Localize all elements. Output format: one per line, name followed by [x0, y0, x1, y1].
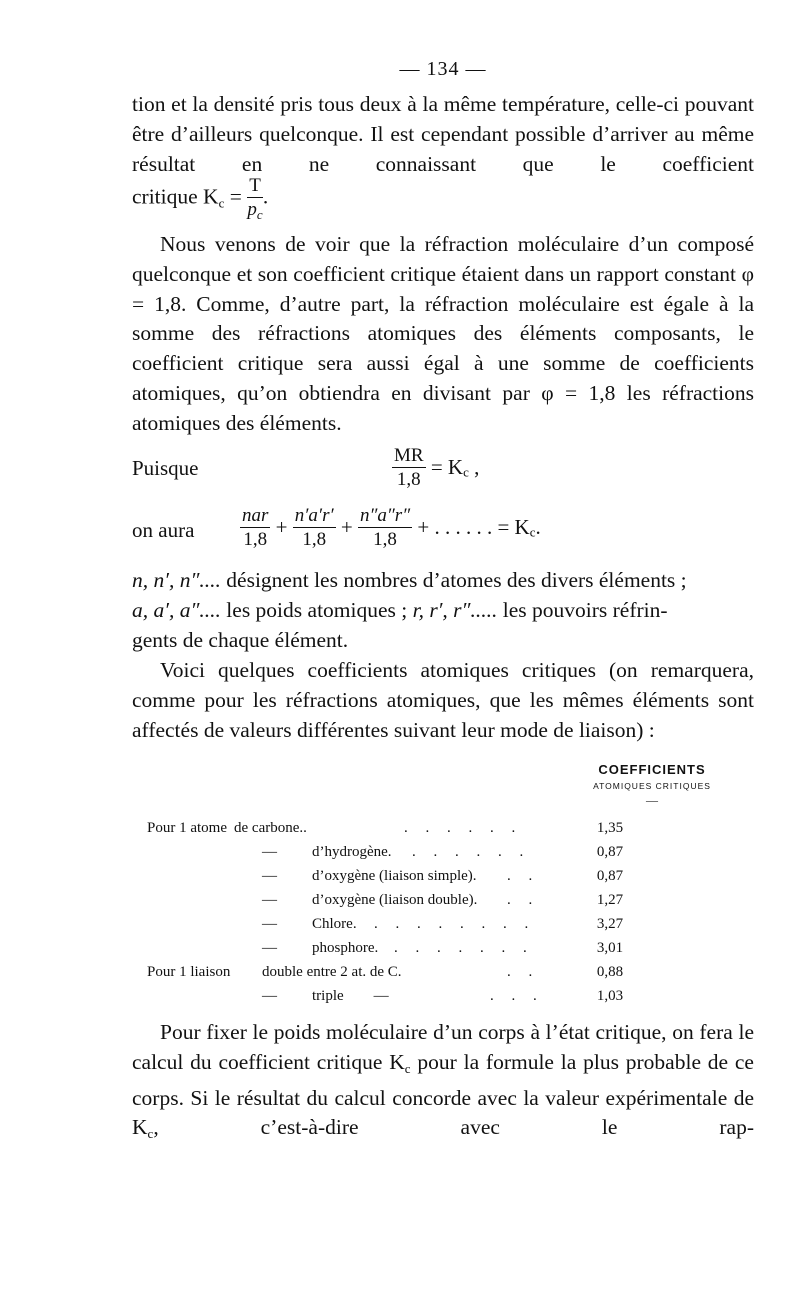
table-row: — d’oxygène (liaison simple). . . 0,87: [262, 868, 624, 884]
table-row: — triple — . . . 1,03: [262, 988, 624, 1004]
table-row: Pour 1 atome de carbone.. . . . . . . 1,35: [147, 820, 624, 836]
table-row: — d’oxygène (liaison double). . . 1,27: [262, 892, 624, 908]
table-row: — d’hydrogène. . . . . . . 0,87: [262, 844, 624, 860]
period: .: [262, 184, 269, 209]
formula-label: Puisque: [132, 456, 199, 480]
fraction-mr-over-1-8: $\frac{MR}{1,8}$: [394, 445, 424, 490]
paragraph-3-line-1: n, n′, n″.... désignent les nombres d’atomes des divers éléments ;: [132, 568, 687, 592]
table-row: Pour 1 liaison double entre 2 at. de C. . . 0,88: [147, 964, 624, 980]
critical-coefficient-text: critique K: [132, 184, 219, 209]
table-column-header: COEFFICIENTS ATOMIQUES CRITIQUES —: [593, 762, 711, 807]
paragraph-3-line-2: a, a′, a″.... les poids atomiques ; r, r′, r″..... les pouvoirs réfrin-: [132, 598, 668, 622]
paragraph-2: Nous venons de voir que la réfraction moléculaire d’un composé quelconque et son coefficient critique étaient dans un rapport constant φ = 1,8. Comme, d’autre part, la réfraction moléculaire est égale à la somme des réfractions atomiques des éléments composants, le coefficient critique sera aussi égal à une somme de coefficients atomiques, qu’on obtiendra en divisant par φ = 1,8 les réfractions atomiques des éléments.: [132, 232, 754, 435]
fraction-term-2: $\frac{n'a'r'}{1,8}$: [294, 505, 334, 550]
fraction-term-3: $\frac{n''a''r''}{1,8}$: [359, 505, 411, 550]
fraction-denominator: $p_c$: [247, 199, 263, 222]
paragraph-1-last-line: [132, 176, 754, 221]
formula-on-aura: on aura $\frac{\text{nar}}{1,8}$ + $\frac{n'a'r'}{1,8}$ + $\frac{n''a''r''}{1,8}$ + . . . . . . = $K_c$.: [132, 505, 541, 550]
paragraph-5: Pour fixer le poids moléculaire d’un corps à l’état critique, on fera le calcul du coefficient critique $K_c$ pour la formule la plus probable de ce corps. Si le résultat du calcul concorde avec la valeur expérimentale de $K_c$, c’est-à-dire avec le rap-: [132, 1020, 754, 1142]
equals-sign: =: [224, 184, 248, 209]
fraction-numerator: T: [249, 175, 261, 196]
paragraph-1: tion et la densité pris tous deux à la même température, celle-ci pouvant être d’ailleurs quelconque. Il est cependant possible d’arriver au même résultat en ne connaissant que le coefficient: [132, 92, 754, 176]
paragraph-3-line-3: gents de chaque élément.: [132, 628, 349, 652]
formula-puisque: Puisque $\frac{MR}{1,8}$ = $K_c$ ,: [132, 445, 480, 490]
subscript-c: c: [218, 195, 225, 211]
fraction-t-over-pc: [247, 176, 263, 221]
page-number: — 134 —: [399, 58, 487, 80]
table-row: — phosphore. . . . . . . . 3,01: [262, 940, 624, 956]
formula-label: on aura: [132, 518, 195, 542]
fraction-term-1: $\frac{\text{nar}}{1,8}$: [242, 505, 269, 550]
paragraph-4: Voici quelques coefficients atomiques critiques (on remarquera, comme pour les réfractions atomiques, que les mêmes éléments sont affectés de valeurs différentes suivant leur mode de liaison) :: [132, 658, 754, 742]
table-row: — Chlore. . . . . . . . . 3,27: [262, 916, 624, 932]
